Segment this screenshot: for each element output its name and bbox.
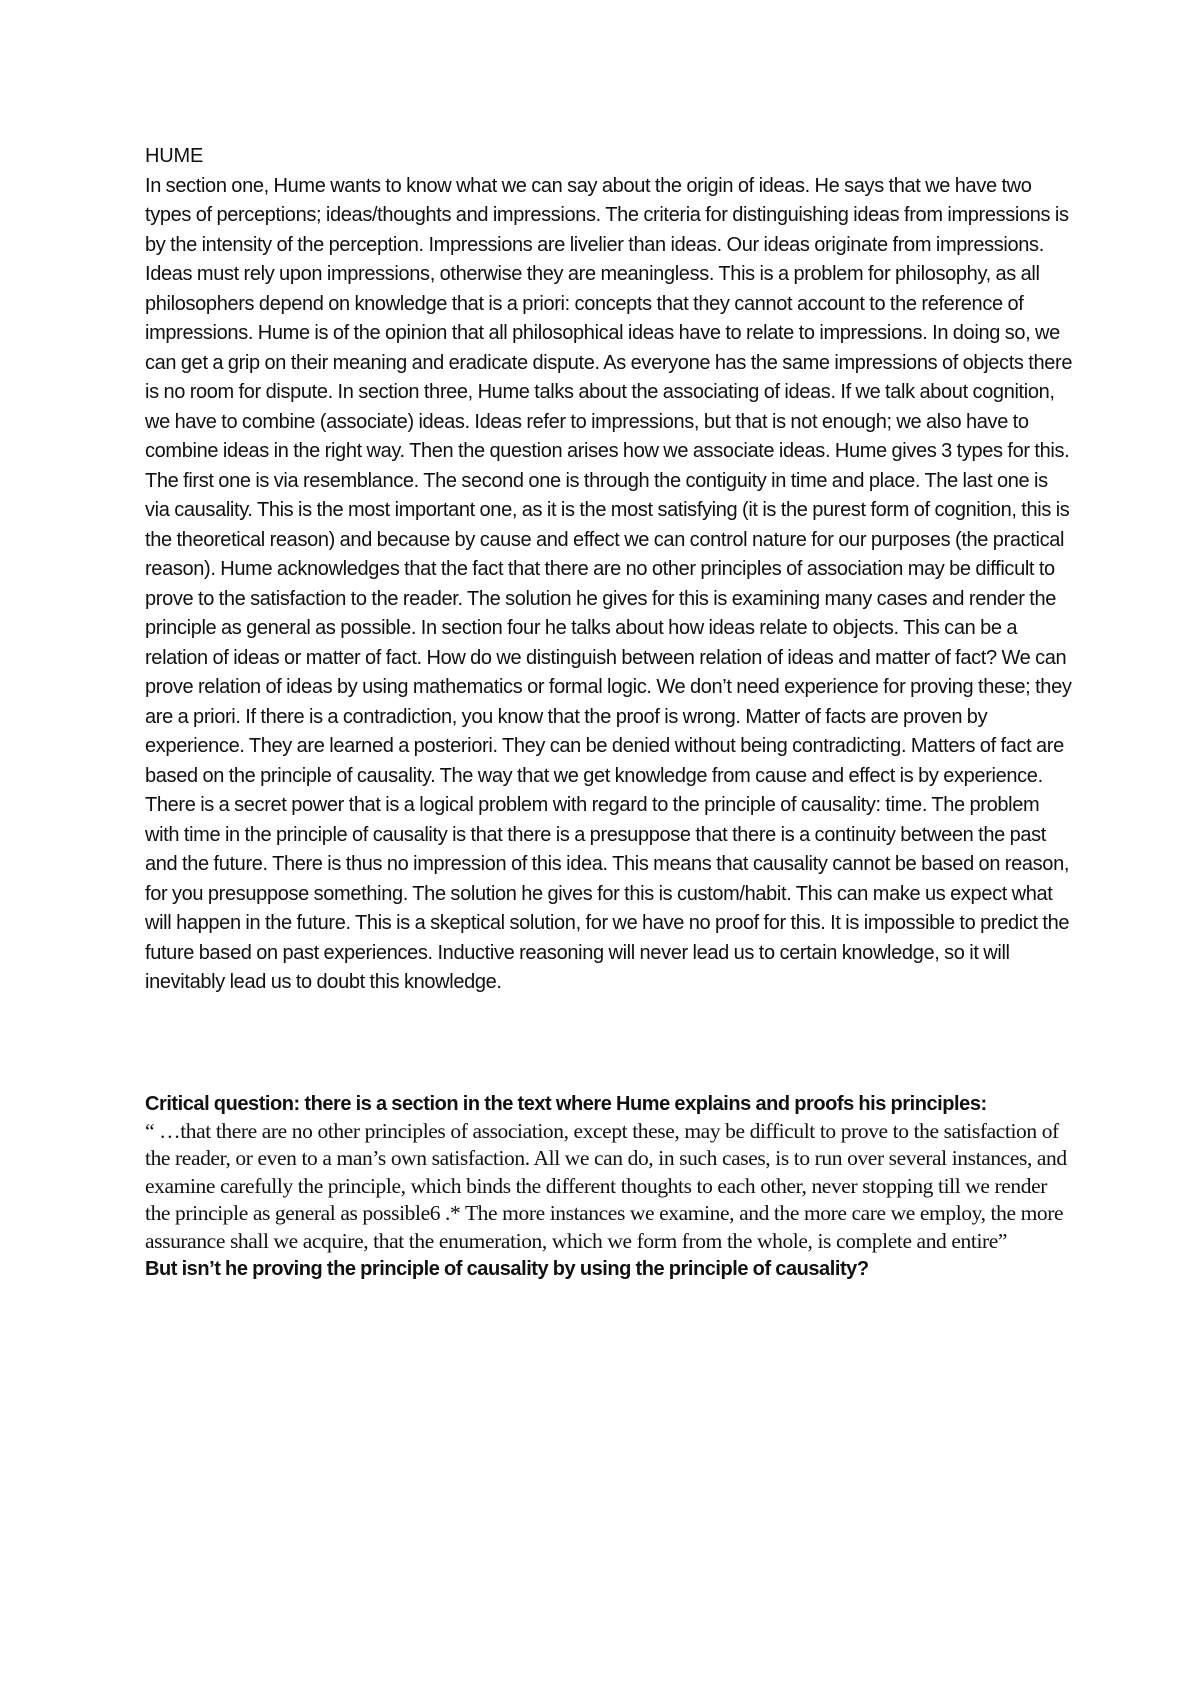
document-title: HUME bbox=[145, 145, 204, 167]
hume-quote: “ …that there are no other principles of association, except these, may be difficult to prove to the satisfaction of the reader, or even to a man’s own satisfaction. All we can do, in such cases, is to run over several instances, and examine carefully the principle, which binds the different thoughts to each other, never stopping till we render the principle as general as possible6 .* The more instances we examine, and the more care we employ, the more assurance shall we acquire, that the enumeration, which we form from the whole, is complete and entire” bbox=[145, 1118, 1067, 1253]
final-question: But isn’t he proving the principle of causality by using the principle of causality? bbox=[145, 1258, 869, 1280]
document-body: In section one, Hume wants to know what we can say about the origin of ideas. He says that we have two types of perceptions; ideas/thoughts and impressions. The criteria for distinguishing ideas from impressions is by the intensity of the perception. Impressions are livelier than ideas. Our ideas originate from impressions. Ideas must rely upon impressions, otherwise they are meaningless. This is a problem for philosophy, as all philosophers depend on knowledge that is a priori: concepts that they cannot account to the reference of impressions. Hume is of the opinion that all philosophical ideas have to relate to impressions. In doing so, we can get a grip on their meaning and eradicate dispute. As everyone has the same impressions of objects there is no room for dispute. In section three, Hume talks about the associating of ideas. If we talk about cognition, we have to combine (associate) ideas. Ideas refer to impressions, but that is not enough; we also have to combine ideas in the right way. Then the question arises how we associate ideas. Hume gives 3 types for this. The first one is via resemblance. The second one is through the contiguity in time and place. The last one is via causality. This is the most important one, as it is the most satisfying (it is the purest form of cognition, this is the theoretical reason) and because by cause and effect we can control nature for our purposes (the practical reason). Hume acknowledges that the fact that there are no other principles of association may be difficult to prove to the satisfaction to the reader. The solution he gives for this is examining many cases and render the principle as general as possible. In section four he talks about how ideas relate to objects. This can be a relation of ideas or matter of fact. How do we distinguish between relation of ideas and matter of fact? We can prove relation of ideas by using mathematics or formal logic. We don’t need experience for proving these; they are a priori. If there is a contradiction, you know that the proof is wrong. Matter of facts are proven by experience. They are learned a posteriori. They can be denied without being contradicting. Matters of fact are based on the principle of causality. The way that we get knowledge from cause and effect is by experience. There is a secret power that is a logical problem with regard to the principle of causality: time. The problem with time in the principle of causality is that there is a presuppose that there is a continuity between the past and the future. There is thus no impression of this idea. This means that causality cannot be based on reason, for you presuppose something. The solution he gives for this is custom/habit. This can make us expect what will happen in the future. This is a skeptical solution, for we have no proof for this. It is impossible to predict the future based on past experiences. Inductive reasoning will never lead us to certain knowledge, so it will inevitably lead us to doubt this knowledge. bbox=[145, 174, 1073, 993]
document-content bbox=[145, 142, 1075, 1283]
paragraph-spacer bbox=[145, 998, 1075, 1090]
critical-question: Critical question: there is a section in the text where Hume explains and proofs his principles: bbox=[145, 1092, 987, 1115]
